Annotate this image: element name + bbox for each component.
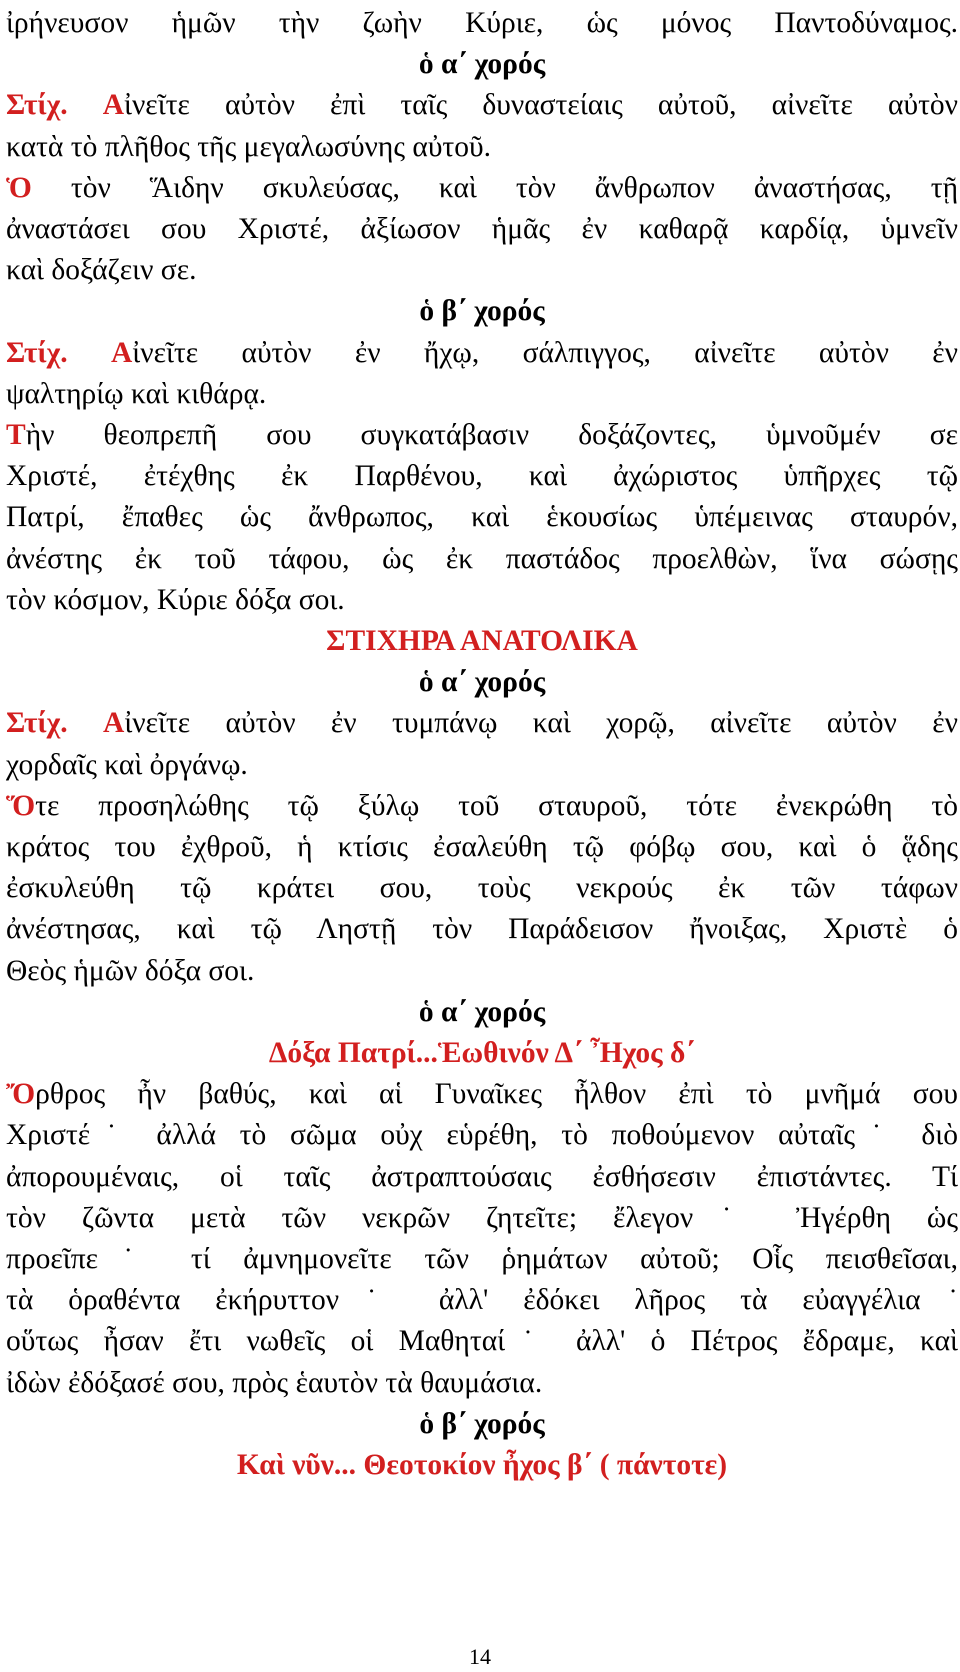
verse-label: Στίχ. xyxy=(6,707,68,740)
choir-heading: ὁ β΄ χορός xyxy=(419,295,545,328)
verse-label: Στίχ. xyxy=(6,89,68,122)
text-line: Χριστέ, ἐτέχθης ἐκ Παρθένου, καὶ ἀχώριστος ὑπῆρχες τῷ xyxy=(6,460,958,493)
hymn-first-line xyxy=(6,414,958,457)
verse-initial: Α xyxy=(110,336,133,369)
text-line: οὕτως ἦσαν ἔτι νωθεῖς οἱ Μαθηταί˙ ἀλλ' ὁ Πέτρος ἔδραμε, καὶ xyxy=(6,1325,958,1358)
hymn-text: τὸν Ἅιδην σκυλεύσας, καὶ τὸν ἄνθρωπον ἀναστήσας, τῇ xyxy=(31,171,958,204)
hymn-text: ὴν θεοπρεπῆ σου συγκατάβασιν δοξάζοντες, ὑμνοῦμέν σε xyxy=(25,419,958,451)
text-line: ἰδὼν ἐδόξασέ σου, πρὸς ἑαυτὸν τὰ θαυμάσια. xyxy=(6,1366,543,1399)
text-line: ψαλτηρίῳ καὶ κιθάρᾳ. xyxy=(6,377,267,410)
text-line: Χριστέ˙ ἀλλά τὸ σῶμα οὐχ εὑρέθη, τὸ ποθούμενον αὐταῖς˙ διὸ xyxy=(6,1119,958,1152)
hymn-text: ρθρος ἦν βαθύς, καὶ αἱ Γυναῖκες ἦλθον ἐπὶ τὸ μνῆμά σου xyxy=(35,1078,958,1111)
hymn-initial: Ὄ xyxy=(6,1078,36,1111)
text-line: τὰ ὁραθέντα ἐκήρυττον˙ ἀλλ' ἐδόκει λῆρος τὰ εὐαγγέλια˙ xyxy=(6,1284,958,1317)
verse-line xyxy=(6,702,958,745)
text-line: ἀνέστησας, καὶ τῷ Ληστῇ τὸν Παράδεισον ἤνοιξας, Χριστὲ ὁ xyxy=(6,913,958,946)
hymn-text: τε προσηλώθης τῷ ξύλῳ τοῦ σταυροῦ, τότε ἐνεκρώθη τὸ xyxy=(35,789,958,822)
text-line: κράτος του ἐχθροῦ, ἡ κτίσις ἐσαλεύθη τῷ φόβῳ σου, καὶ ὁ ᾅδης xyxy=(6,831,958,863)
verse-initial: Α xyxy=(103,707,125,740)
text-line: τὸν κόσμον, Κύριε δόξα σοι. xyxy=(6,583,345,616)
text-line: ἀνέστης ἐκ τοῦ τάφου, ὡς ἐκ παστάδος προελθὼν, ἵνα σώσῃς xyxy=(6,542,958,575)
verse-label: Στίχ. xyxy=(6,336,68,369)
hymn-first-line xyxy=(6,167,958,210)
verse-line xyxy=(6,84,958,127)
section-rubric: Καὶ νῦν... Θεοτοκίον ἦχος β΄ ( πάντοτε) xyxy=(236,1449,728,1481)
text-line: ἀναστάσει σου Χριστέ, ἀξίωσον ἡμᾶς ἐν καθαρᾷ καρδίᾳ, ὑμνεῖν xyxy=(6,213,958,245)
text-line: ἰρήνευσον ἡμῶν τὴν ζωὴν Κύριε, ὡς μόνος Παντοδύναμος. xyxy=(6,7,958,39)
verse-initial: Α xyxy=(102,89,125,122)
choir-heading: ὁ α΄ χορός xyxy=(418,48,546,81)
verse-text: ἰνεῖτε αὐτὸν ἐν ἤχῳ, σάλπιγγος, αἰνεῖτε αὐτὸν ἐν xyxy=(132,336,959,369)
choir-heading: ὁ α΄ χορός xyxy=(418,995,546,1028)
text-line: καὶ δοξάζειν σε. xyxy=(6,254,197,287)
hymn-initial: Ὅ xyxy=(6,789,36,822)
text-line: Πατρί, ἔπαθες ὡς ἄνθρωπος, καὶ ἑκουσίως ὑπέμεινας σταυρόν, xyxy=(6,501,958,534)
text-line: ἀπορουμέναις, οἱ ταῖς ἀστραπτούσαις ἐσθήσεσιν ἐπιστάντες. Τί xyxy=(6,1160,958,1193)
page-number: 14 xyxy=(469,1644,491,1669)
hymn-initial: Ὁ xyxy=(6,171,32,204)
text-line: τὸν ζῶντα μετὰ τῶν νεκρῶν ζητεῖτε; ἔλεγον˙ Ἠγέρθη ὡς xyxy=(6,1201,958,1234)
text-line: προεῖπε˙ τί ἀμνημονεῖτε τῶν ῥημάτων αὐτοῦ; Οἷς πεισθεῖσαι, xyxy=(6,1243,958,1275)
choir-heading: ὁ β΄ χορός xyxy=(419,1407,545,1440)
verse-text: ἰνεῖτε αὐτὸν ἐν τυμπάνῳ καὶ χορῷ, αἰνεῖτε αὐτὸν ἐν xyxy=(124,707,958,740)
choir-heading: ὁ α΄ χορός xyxy=(418,666,546,699)
text-line: χορδαῖς καὶ ὀργάνῳ. xyxy=(6,748,248,781)
verse-text: ἰνεῖτε αὐτὸν ἐπὶ ταῖς δυναστείαις αὐτοῦ, αἰνεῖτε αὐτὸν xyxy=(124,89,959,122)
text-line: Θεὸς ἡμῶν δόξα σοι. xyxy=(6,954,255,987)
verse-line xyxy=(6,332,958,375)
hymn-initial: Τ xyxy=(6,419,26,451)
section-rubric: Δόξα Πατρί...Ἑωθινόν Δ΄ Ἦχος δ΄ xyxy=(268,1037,696,1069)
hymn-first-line xyxy=(6,1073,958,1116)
text-line: κατὰ τὸ πλῆθος τῆς μεγαλωσύνης αὐτοῦ. xyxy=(6,130,492,163)
hymn-first-line xyxy=(6,785,958,828)
text-line: ἐσκυλεύθη τῷ κράτει σου, τοὺς νεκρούς ἐκ τῶν τάφων xyxy=(6,872,958,905)
section-rubric: ΣΤΙΧΗΡΑ ΑΝΑΤΟΛΙΚΑ xyxy=(326,625,638,657)
